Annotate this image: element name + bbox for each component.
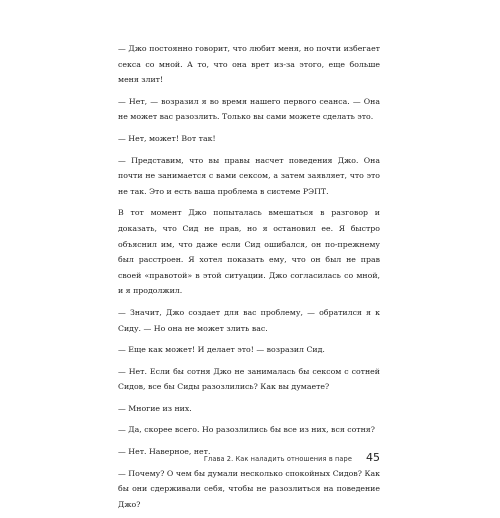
paragraph: — Многие из них.: [118, 403, 192, 413]
paragraph: — Джо постоянно говорит, что любит меня, но почти избегает секса со мной. А то, что она врет из-за этого, еще больше меня злит!: [118, 44, 380, 85]
paragraph: В тот момент Джо попыталась вмешаться в разговор и доказать, что Сид не прав, но я остановил ее. Я быстро объяснил им, что даже если Сид ошибался, он по-прежнему был расстроен. Я хотел показать ему, что он был не прав своей «правотой» в этой ситуации. Джо согласилась со мной, и я продолжил.: [118, 208, 380, 296]
paragraph: — Значит, Джо создает для вас проблему, — обратился я к Сиду. — Но она не может злить вас.: [118, 307, 380, 333]
paragraph: — Нет, — возразил я во время нашего первого сеанса. — Она не может вас разозлить. Только вы сами можете сделать это.: [118, 96, 380, 122]
running-title: Глава 2. Как наладить отношения в паре: [203, 455, 352, 463]
page-footer: [118, 451, 380, 464]
paragraph: — Да, скорее всего. Но разозлились бы все из них, вся сотня?: [118, 425, 375, 435]
paragraph: — Еще как может! И делает это! — возразил Сид.: [118, 345, 325, 355]
paragraph: — Нет. Если бы сотня Джо не занималась бы сексом с сотней Сидов, все бы Сиды разозлились? Как вы думаете?: [118, 366, 380, 392]
paragraph: — Представим, что вы правы насчет поведения Джо. Она почти не занимается с вами сексом, а затем заявляет, что это не так. Это и есть ваша проблема в системе РЭПТ.: [118, 155, 380, 196]
page-number: 45: [366, 451, 380, 464]
body-text: [118, 41, 380, 518]
paragraph: — Нет, может! Вот так!: [118, 133, 216, 143]
paragraph: — Нет. Наверное, нет.: [118, 447, 211, 457]
paragraph: — Почему? О чем бы думали несколько спокойных Сидов? Как бы они сдерживали себя, чтобы не разозлиться на поведение Джо?: [118, 468, 380, 509]
